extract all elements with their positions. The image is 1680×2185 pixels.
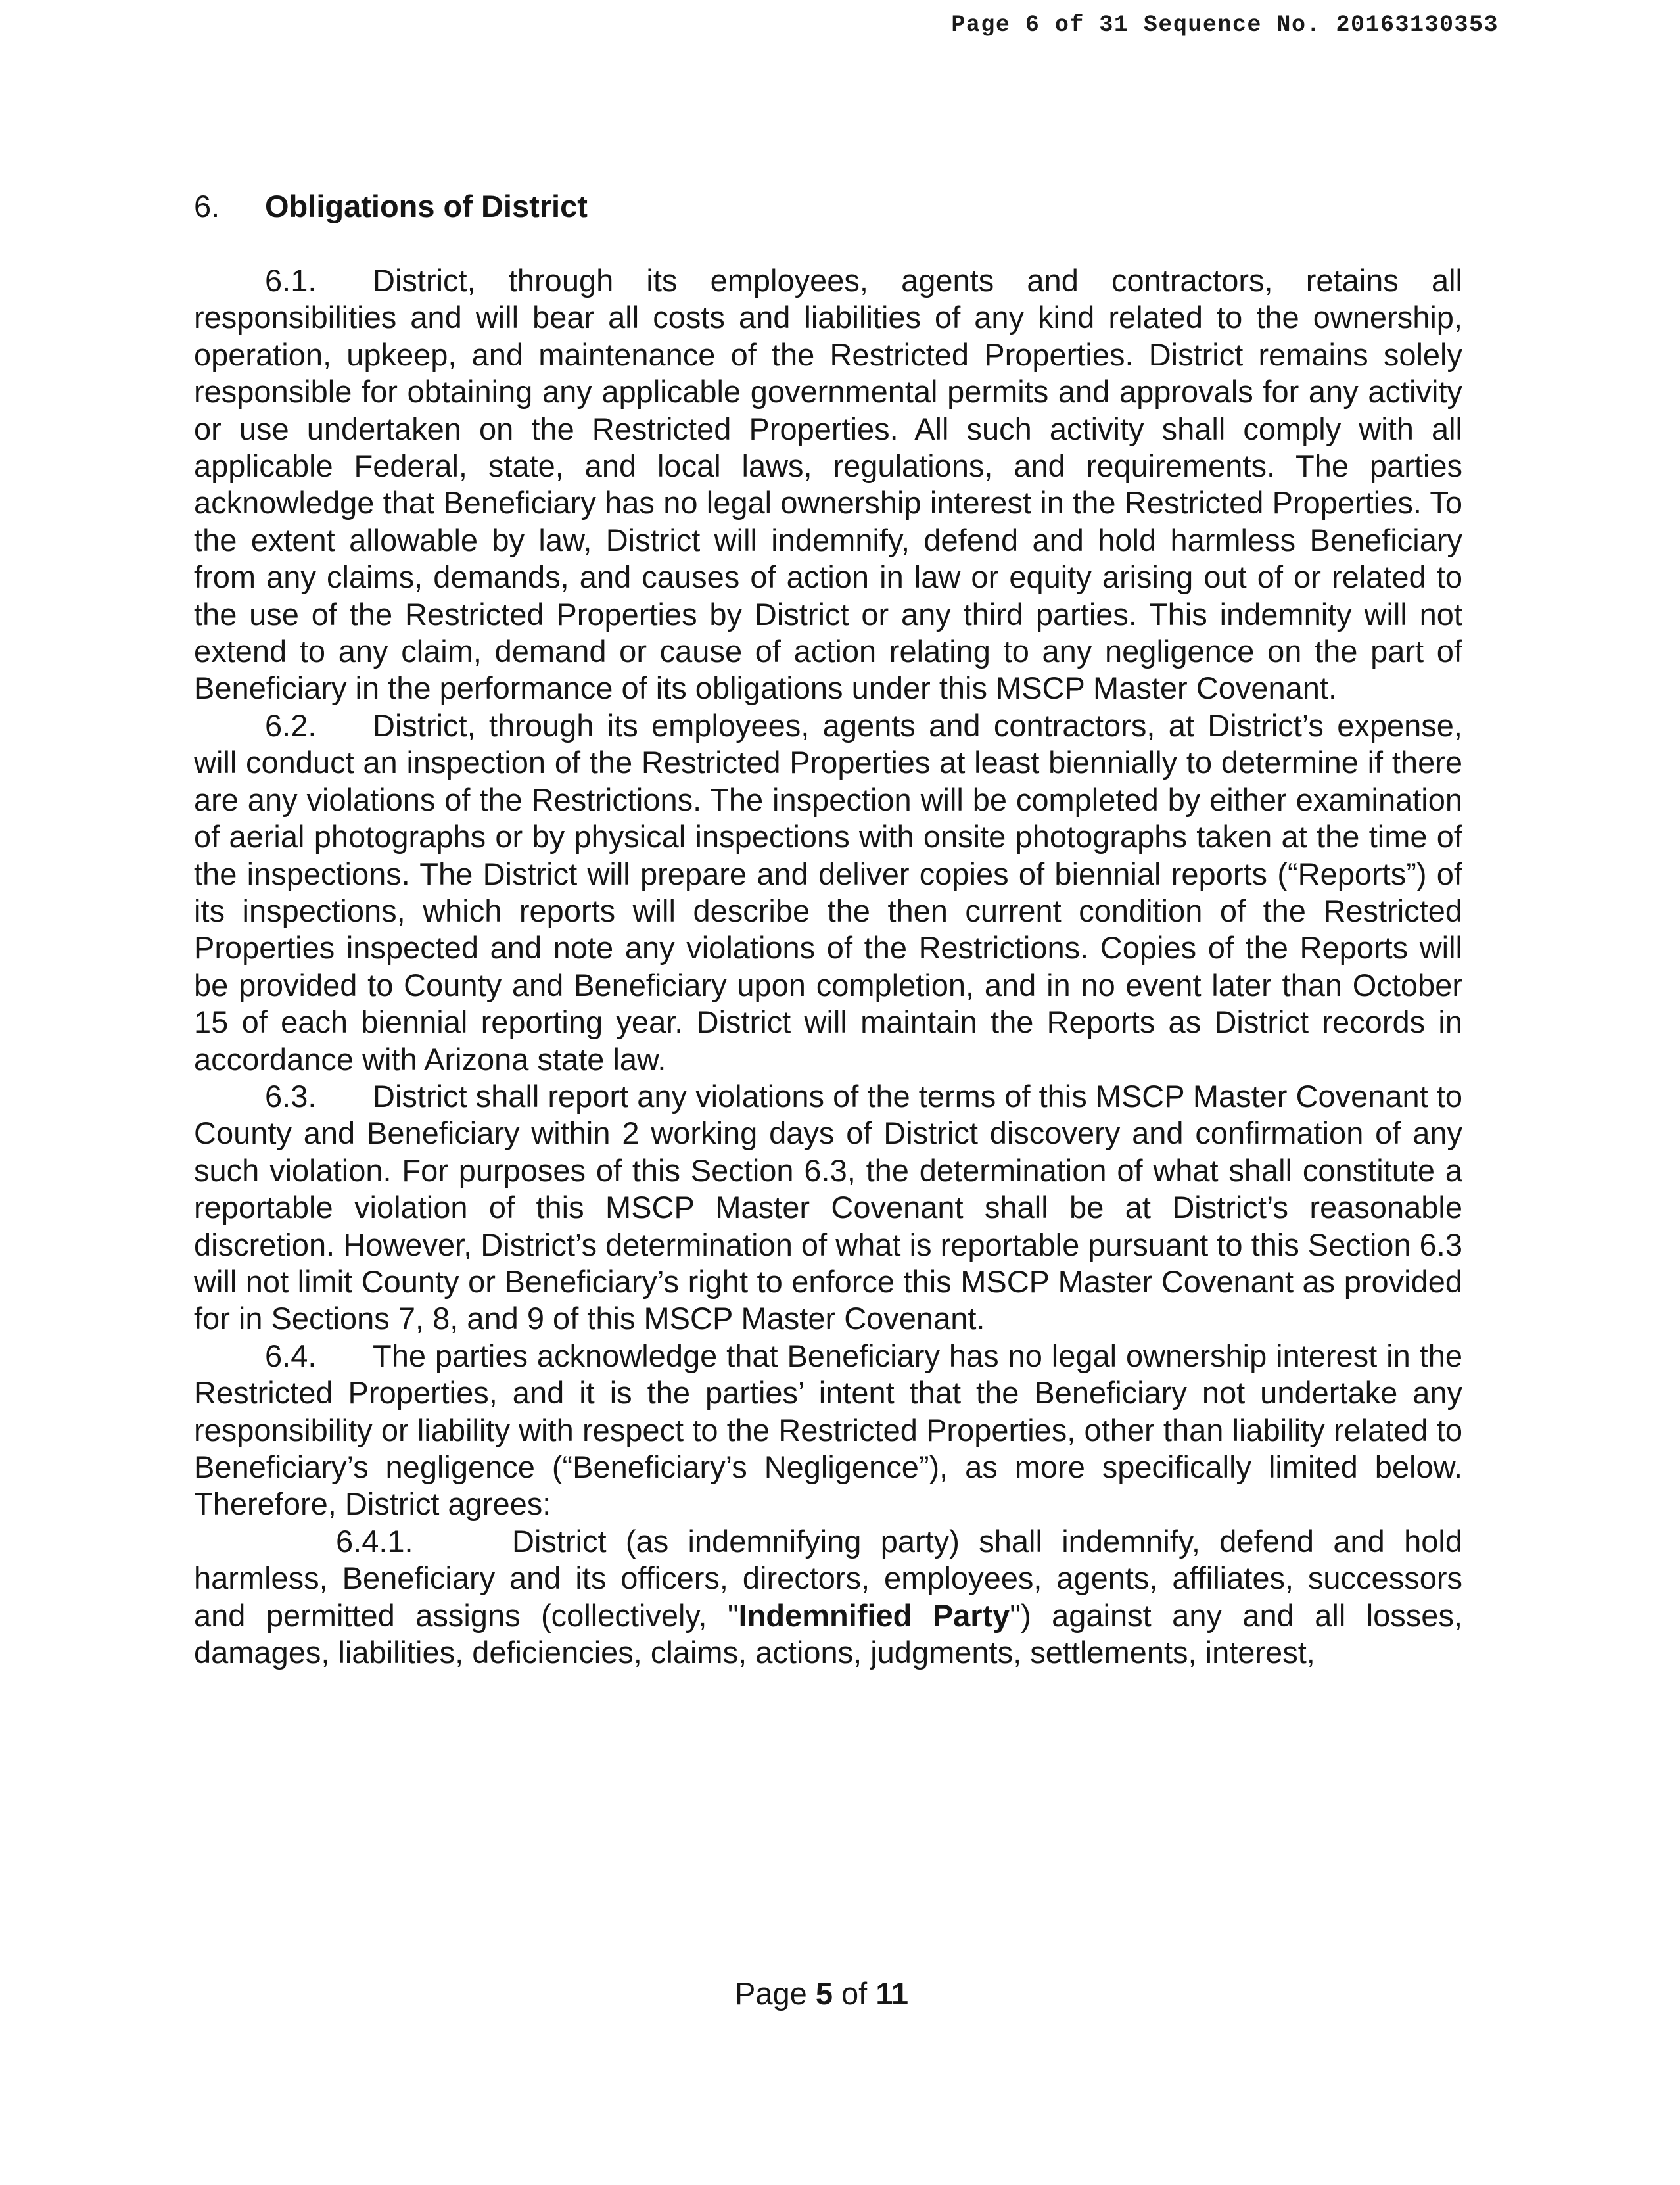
paragraph-text-continued: ") against any and all losses, damages, liabilities, deficiencies, claims, actions, judgments, settlements, interest, (194, 1597, 1463, 1670)
defined-term: Indemnified Party (738, 1597, 1010, 1633)
document-body (194, 188, 1462, 1671)
section-number: 6. (194, 189, 220, 223)
paragraph-text: District, through its employees, agents and contractors, at District’s expense, will conduct an inspection of the Restricted Properties at least biennially to determine if there are any violations of the Restrictions. The inspection will be completed by either examination of aerial photographs or by physical inspections with onsite photographs taken at the time of the inspections. The District will prepare and deliver copies of biennial reports (“Reports”) of its inspections, which reports will describe the then current condition of the Restricted Properties inspected and note any violations of the Restrictions. Copies of the Reports will be provided to County and Beneficiary upon completion, and in no event later than October 15 of each biennial reporting year. District will maintain the Reports as District records in accordance with Arizona state law. (194, 707, 1462, 1077)
footer-total-pages: 11 (875, 1976, 908, 2011)
paragraph-text: The parties acknowledge that Beneficiary has no legal ownership interest in the Restricted Properties, and it is the parties’ intent that the Beneficiary not undertake any responsibility or liability with respect to the Restricted Properties, other than liability related to Beneficiary’s negligence (“Beneficiary’s Negligence”), as more specifically limited below. Therefore, District agrees: (194, 1338, 1462, 1522)
paragraph-number: 6.1. (265, 263, 317, 298)
footer-current-page: 5 (815, 1976, 833, 2011)
section-heading (194, 188, 1462, 225)
paragraph-text: District shall report any violations of the terms of this MSCP Master Covenant to County and Beneficiary within 2 working days of District discovery and confirmation of any such violation. For purposes of this Section 6.3, the determination of what shall constitute a reportable violation of this MSCP Master Covenant shall be at District’s reasonable discretion. However, District’s determination of what is reportable pursuant to this Section 6.3 will not limit County or Beneficiary’s right to enforce this MSCP Master Covenant as provided for in Sections 7, 8, and 9 of this MSCP Master Covenant. (194, 1078, 1462, 1336)
paragraph-number: 6.4. (265, 1338, 317, 1373)
paragraph-6-2 (194, 707, 1462, 1078)
footer-of-word: of (841, 1976, 868, 2011)
paragraph-number: 6.2. (265, 707, 317, 743)
footer-page-word: Page (735, 1976, 807, 2011)
paragraph-number: 6.4.1. (336, 1523, 413, 1559)
page-footer (0, 1975, 1643, 2012)
paragraph-6-4 (194, 1338, 1462, 1523)
paragraph-text: District (as indemnifying party) shall indemnify, defend and hold harmless, Beneficiary and its officers, directors, employees, agents, affiliates, successors and permitted assigns (collectively, " (194, 1523, 1462, 1633)
paragraph-6-1 (194, 262, 1462, 707)
recording-stamp: Page 6 of 31 Sequence No. 20163130353 (951, 12, 1499, 38)
paragraph-6-3 (194, 1078, 1462, 1338)
paragraph-text: District, through its employees, agents and contractors, retains all responsibilities and will bear all costs and liabilities of any kind related to the ownership, operation, upkeep, and maintenance of the Restricted Properties. District remains solely responsible for obtaining any applicable governmental permits and approvals for any activity or use undertaken on the Restricted Properties. All such activity shall comply with all applicable Federal, state, and local laws, regulations, and requirements. The parties acknowledge that Beneficiary has no legal ownership interest in the Restricted Properties. To the extent allowable by law, District will indemnify, defend and hold harmless Beneficiary from any claims, demands, and causes of action in law or equity arising out of or related to the use of the Restricted Properties by District or any third parties. This indemnity will not extend to any claim, demand or cause of action relating to any negligence on the part of Beneficiary in the performance of its obligations under this MSCP Master Covenant. (194, 263, 1462, 706)
section-title: Obligations of District (265, 189, 588, 223)
paragraph-number: 6.3. (265, 1078, 317, 1114)
paragraph-6-4-1 (194, 1523, 1462, 1672)
